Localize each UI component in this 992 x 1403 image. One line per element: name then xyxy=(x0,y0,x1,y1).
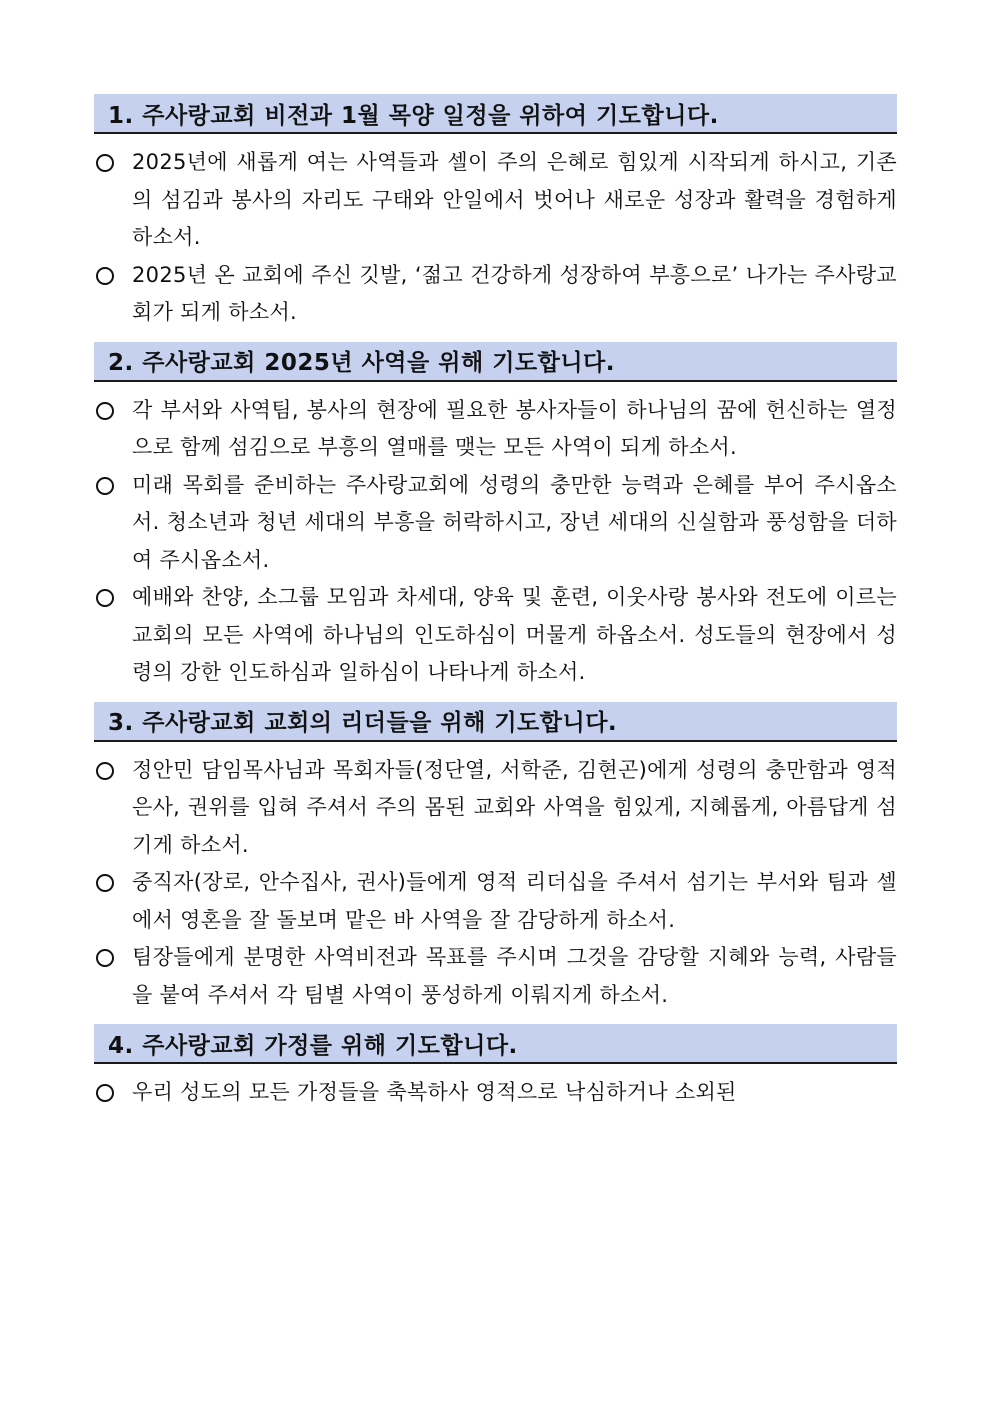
prayer-text: 우리 성도의 모든 가정들을 축복하사 영적으로 낙심하거나 소외된 xyxy=(132,1080,737,1104)
prayer-text: 미래 목회를 준비하는 주사랑교회에 성령의 충만한 능력과 은혜를 부어 주시옵소서. 청소년과 청년 세대의 부흥을 허락하시고, 장년 세대의 신실함과 풍성함을 더하여 주시옵소서. xyxy=(132,472,897,572)
prayer-text: 각 부서와 사역팀, 봉사의 현장에 필요한 봉사자들이 하나님의 꿈에 헌신하는 열정으로 함께 섬김으로 부흥의 열매를 맺는 모든 사역이 되게 하소서. xyxy=(132,397,897,459)
prayer-text: 정안민 담임목사님과 목회자들(정단열, 서학준, 김현곤)에게 성령의 충만함과 영적 은사, 권위를 입혀 주셔서 주의 몸된 교회와 사역을 힘있게, 지혜롭게, 아름답게 섬기게 하소서. xyxy=(132,757,897,857)
section-leaders xyxy=(94,702,897,1025)
list-item xyxy=(94,144,897,257)
list-item xyxy=(94,864,897,939)
section-vision xyxy=(94,94,897,342)
list-item xyxy=(94,579,897,692)
circle-bullet-icon xyxy=(94,144,132,182)
section-title: 4. 주사랑교회 가정를 위해 기도합니다. xyxy=(94,1024,897,1064)
prayer-text: 예배와 찬양, 소그룹 모임과 차세대, 양육 및 훈련, 이웃사랑 봉사와 전도에 이르는 교회의 모든 사역에 하나님의 인도하심이 머물게 하옵소서. 성도들의 현장에서 성령의 강한 인도하심과 일하심이 나타나게 하소서. xyxy=(132,585,897,684)
section-title: 1. 주사랑교회 비전과 1월 목양 일정을 위하여 기도합니다. xyxy=(94,94,897,134)
list-item xyxy=(94,1074,897,1112)
circle-bullet-icon xyxy=(94,579,132,617)
prayer-list xyxy=(94,134,897,342)
circle-bullet-icon xyxy=(94,939,132,977)
prayer-list xyxy=(94,1064,897,1122)
section-title: 2. 주사랑교회 2025년 사역을 위해 기도합니다. xyxy=(94,342,897,382)
list-item xyxy=(94,467,897,580)
circle-bullet-icon xyxy=(94,467,132,505)
section-families xyxy=(94,1024,897,1122)
section-title: 3. 주사랑교회 교회의 리더들을 위해 기도합니다. xyxy=(94,702,897,742)
circle-bullet-icon xyxy=(94,257,132,295)
prayer-text: 2025년 온 교회에 주신 깃발, ‘젊고 건강하게 성장하여 부흥으로’ 나가는 주사랑교회가 되게 하소서. xyxy=(132,262,897,324)
list-item xyxy=(94,939,897,1014)
circle-bullet-icon xyxy=(94,1074,132,1112)
list-item xyxy=(94,257,897,332)
prayer-list xyxy=(94,382,897,702)
prayer-list xyxy=(94,742,897,1025)
list-item xyxy=(94,752,897,865)
list-item xyxy=(94,392,897,467)
prayer-document xyxy=(94,94,897,1122)
prayer-text: 팀장들에게 분명한 사역비전과 목표를 주시며 그것을 감당할 지혜와 능력, 사람들을 붙여 주셔서 각 팀별 사역이 풍성하게 이뤄지게 하소서. xyxy=(132,945,897,1007)
circle-bullet-icon xyxy=(94,752,132,790)
circle-bullet-icon xyxy=(94,392,132,430)
circle-bullet-icon xyxy=(94,864,132,902)
prayer-text: 중직자(장로, 안수집사, 권사)들에게 영적 리더십을 주셔서 섬기는 부서와 팀과 셀에서 영혼을 잘 돌보며 맡은 바 사역을 잘 감당하게 하소서. xyxy=(132,870,897,932)
prayer-text: 2025년에 새롭게 여는 사역들과 셀이 주의 은혜로 힘있게 시작되게 하시고, 기존의 섬김과 봉사의 자리도 구태와 안일에서 벗어나 새로운 성장과 활력을 경험하게 하소서. xyxy=(132,150,897,249)
section-ministry xyxy=(94,342,897,702)
